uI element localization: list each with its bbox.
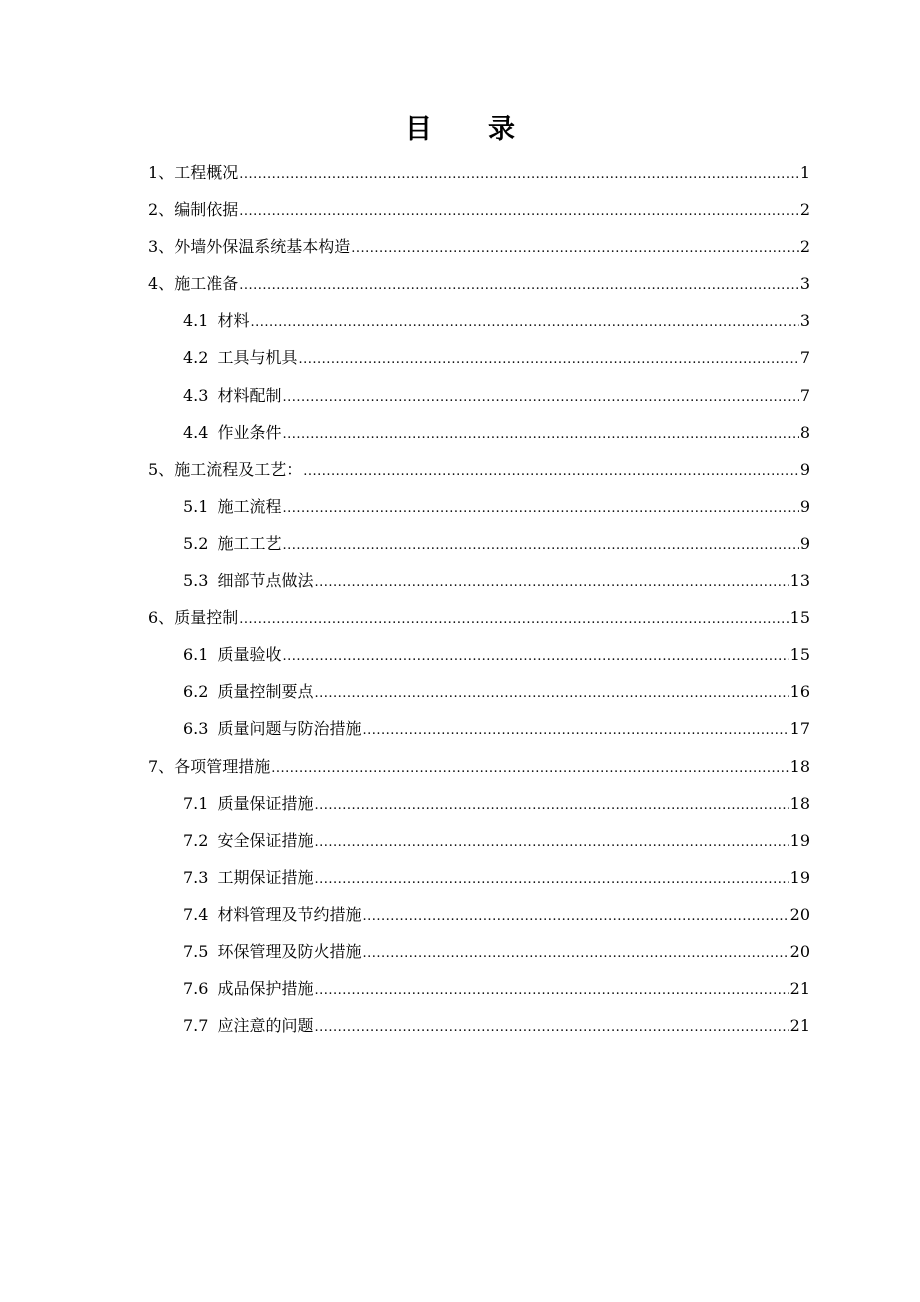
toc-entry-section[interactable] bbox=[148, 933, 810, 970]
toc-entry-label: 施工工艺 bbox=[217, 533, 282, 553]
toc-dot-leader bbox=[303, 453, 799, 490]
toc-entry-number: 5.2 bbox=[183, 533, 209, 553]
toc-dot-leader bbox=[351, 230, 799, 267]
toc-entry-chapter[interactable] bbox=[148, 191, 810, 228]
toc-entry-number: 7.3 bbox=[183, 867, 209, 887]
toc-entry-label: 施工流程及工艺： bbox=[174, 459, 303, 479]
toc-entry-section[interactable] bbox=[148, 673, 810, 710]
toc-dot-leader bbox=[239, 156, 799, 193]
toc-entry-number: 7.1 bbox=[183, 793, 209, 813]
toc-entry-label: 施工准备 bbox=[174, 274, 239, 294]
toc-entry-section[interactable] bbox=[148, 488, 810, 525]
toc-entry-page-number: 19 bbox=[789, 867, 810, 887]
toc-entry-label: 工期保证措施 bbox=[217, 867, 314, 887]
toc-entry-page-number: 20 bbox=[789, 941, 810, 961]
toc-entry-page-number: 21 bbox=[789, 1016, 810, 1036]
toc-entry-chapter[interactable] bbox=[148, 154, 810, 191]
toc-entry-label: 作业条件 bbox=[217, 422, 282, 442]
toc-entry-section[interactable] bbox=[148, 562, 810, 599]
toc-dot-leader bbox=[362, 898, 788, 935]
toc-entry-number: 6、 bbox=[148, 608, 175, 628]
table-of-contents bbox=[148, 154, 810, 1044]
toc-dot-leader bbox=[362, 712, 788, 749]
toc-entry-page-number: 2 bbox=[799, 237, 810, 257]
toc-entry-number: 4.1 bbox=[183, 311, 209, 331]
toc-entry-page-number: 15 bbox=[789, 645, 810, 665]
toc-dot-leader bbox=[314, 675, 788, 712]
toc-entry-section[interactable] bbox=[148, 1007, 810, 1044]
toc-entry-number: 5、 bbox=[148, 459, 175, 479]
toc-entry-section[interactable] bbox=[148, 859, 810, 896]
toc-entry-label: 施工流程 bbox=[217, 496, 282, 516]
toc-entry-section[interactable] bbox=[148, 302, 810, 339]
toc-entry-page-number: 16 bbox=[789, 682, 810, 702]
toc-dot-leader bbox=[282, 490, 798, 527]
toc-dot-leader bbox=[314, 972, 788, 1009]
toc-dot-leader bbox=[314, 824, 788, 861]
toc-entry-label: 质量控制要点 bbox=[217, 682, 314, 702]
toc-entry-section[interactable] bbox=[148, 785, 810, 822]
toc-entry-label: 应注意的问题 bbox=[217, 1016, 314, 1036]
toc-entry-label: 外墙外保温系统基本构造 bbox=[174, 237, 351, 257]
toc-entry-section[interactable] bbox=[148, 377, 810, 414]
toc-title-left: 目 bbox=[405, 114, 432, 145]
toc-entry-page-number: 21 bbox=[789, 979, 810, 999]
toc-entry-number: 6.2 bbox=[183, 682, 209, 702]
toc-entry-number: 5.3 bbox=[183, 571, 209, 591]
toc-entry-number: 6.3 bbox=[183, 719, 209, 739]
toc-entry-label: 材料配制 bbox=[217, 385, 282, 405]
toc-entry-section[interactable] bbox=[148, 339, 810, 376]
toc-entry-label: 编制依据 bbox=[174, 200, 239, 220]
toc-entry-section[interactable] bbox=[148, 414, 810, 451]
toc-entry-page-number: 19 bbox=[789, 830, 810, 850]
toc-entry-label: 安全保证措施 bbox=[217, 830, 314, 850]
toc-entry-chapter[interactable] bbox=[148, 748, 810, 785]
toc-title bbox=[0, 110, 920, 150]
toc-dot-leader bbox=[298, 341, 798, 378]
toc-entry-number: 7.7 bbox=[183, 1016, 209, 1036]
toc-entry-page-number: 2 bbox=[799, 200, 810, 220]
toc-entry-section[interactable] bbox=[148, 970, 810, 1007]
toc-entry-section[interactable] bbox=[148, 822, 810, 859]
toc-entry-page-number: 9 bbox=[799, 496, 810, 516]
toc-entry-number: 6.1 bbox=[183, 645, 209, 665]
toc-dot-leader bbox=[271, 750, 788, 787]
toc-dot-leader bbox=[314, 564, 788, 601]
toc-entry-number: 3、 bbox=[148, 237, 175, 257]
toc-entry-page-number: 9 bbox=[799, 533, 810, 553]
toc-entry-chapter[interactable] bbox=[148, 599, 810, 636]
toc-entry-number: 4.2 bbox=[183, 348, 209, 368]
toc-dot-leader bbox=[239, 193, 799, 230]
toc-dot-leader bbox=[314, 787, 788, 824]
toc-dot-leader bbox=[250, 304, 798, 341]
toc-entry-label: 工具与机具 bbox=[217, 348, 298, 368]
toc-entry-section[interactable] bbox=[148, 636, 810, 673]
toc-entry-page-number: 13 bbox=[789, 571, 810, 591]
toc-entry-page-number: 18 bbox=[789, 793, 810, 813]
toc-entry-number: 7.5 bbox=[183, 941, 209, 961]
toc-entry-page-number: 20 bbox=[789, 904, 810, 924]
toc-entry-page-number: 7 bbox=[799, 385, 810, 405]
toc-dot-leader bbox=[282, 527, 798, 564]
toc-entry-section[interactable] bbox=[148, 710, 810, 747]
toc-entry-label: 质量保证措施 bbox=[217, 793, 314, 813]
toc-entry-label: 各项管理措施 bbox=[174, 756, 271, 776]
toc-entry-label: 质量问题与防治措施 bbox=[217, 719, 362, 739]
toc-entry-number: 2、 bbox=[148, 200, 175, 220]
toc-entry-number: 7.6 bbox=[183, 979, 209, 999]
toc-entry-page-number: 3 bbox=[799, 274, 810, 294]
toc-entry-number: 7.2 bbox=[183, 830, 209, 850]
toc-entry-page-number: 17 bbox=[789, 719, 810, 739]
toc-dot-leader bbox=[239, 601, 788, 638]
toc-entry-label: 环保管理及防火措施 bbox=[217, 941, 362, 961]
toc-entry-label: 质量验收 bbox=[217, 645, 282, 665]
toc-entry-chapter[interactable] bbox=[148, 451, 810, 488]
toc-entry-number: 4.4 bbox=[183, 422, 209, 442]
toc-entry-page-number: 8 bbox=[799, 422, 810, 442]
toc-dot-leader bbox=[282, 416, 798, 453]
toc-dot-leader bbox=[282, 638, 788, 675]
toc-entry-label: 质量控制 bbox=[174, 608, 239, 628]
toc-dot-leader bbox=[239, 267, 799, 304]
toc-entry-chapter[interactable] bbox=[148, 228, 810, 265]
toc-entry-number: 5.1 bbox=[183, 496, 209, 516]
toc-entry-label: 材料管理及节约措施 bbox=[217, 904, 362, 924]
toc-entry-section[interactable] bbox=[148, 525, 810, 562]
toc-entry-number: 4、 bbox=[148, 274, 175, 294]
toc-entry-page-number: 1 bbox=[799, 163, 810, 182]
toc-entry-page-number: 9 bbox=[799, 459, 810, 479]
toc-entry-section[interactable] bbox=[148, 896, 810, 933]
toc-entry-page-number: 3 bbox=[799, 311, 810, 331]
toc-dot-leader bbox=[282, 379, 798, 416]
toc-entry-chapter[interactable] bbox=[148, 265, 810, 302]
toc-entry-page-number: 7 bbox=[799, 348, 810, 368]
toc-dot-leader bbox=[362, 935, 788, 972]
toc-entry-number: 7、 bbox=[148, 756, 175, 776]
toc-entry-number: 7.4 bbox=[183, 904, 209, 924]
toc-entry-number: 4.3 bbox=[183, 385, 209, 405]
toc-title-right: 录 bbox=[488, 114, 515, 145]
toc-entry-label: 工程概况 bbox=[174, 163, 239, 182]
toc-entry-page-number: 15 bbox=[789, 608, 810, 628]
toc-entry-label: 成品保护措施 bbox=[217, 979, 314, 999]
toc-dot-leader bbox=[314, 861, 788, 898]
toc-entry-label: 材料 bbox=[217, 311, 250, 331]
toc-entry-page-number: 18 bbox=[789, 756, 810, 776]
toc-entry-number: 1、 bbox=[148, 163, 175, 182]
toc-entry-label: 细部节点做法 bbox=[217, 571, 314, 591]
toc-dot-leader bbox=[314, 1009, 788, 1046]
